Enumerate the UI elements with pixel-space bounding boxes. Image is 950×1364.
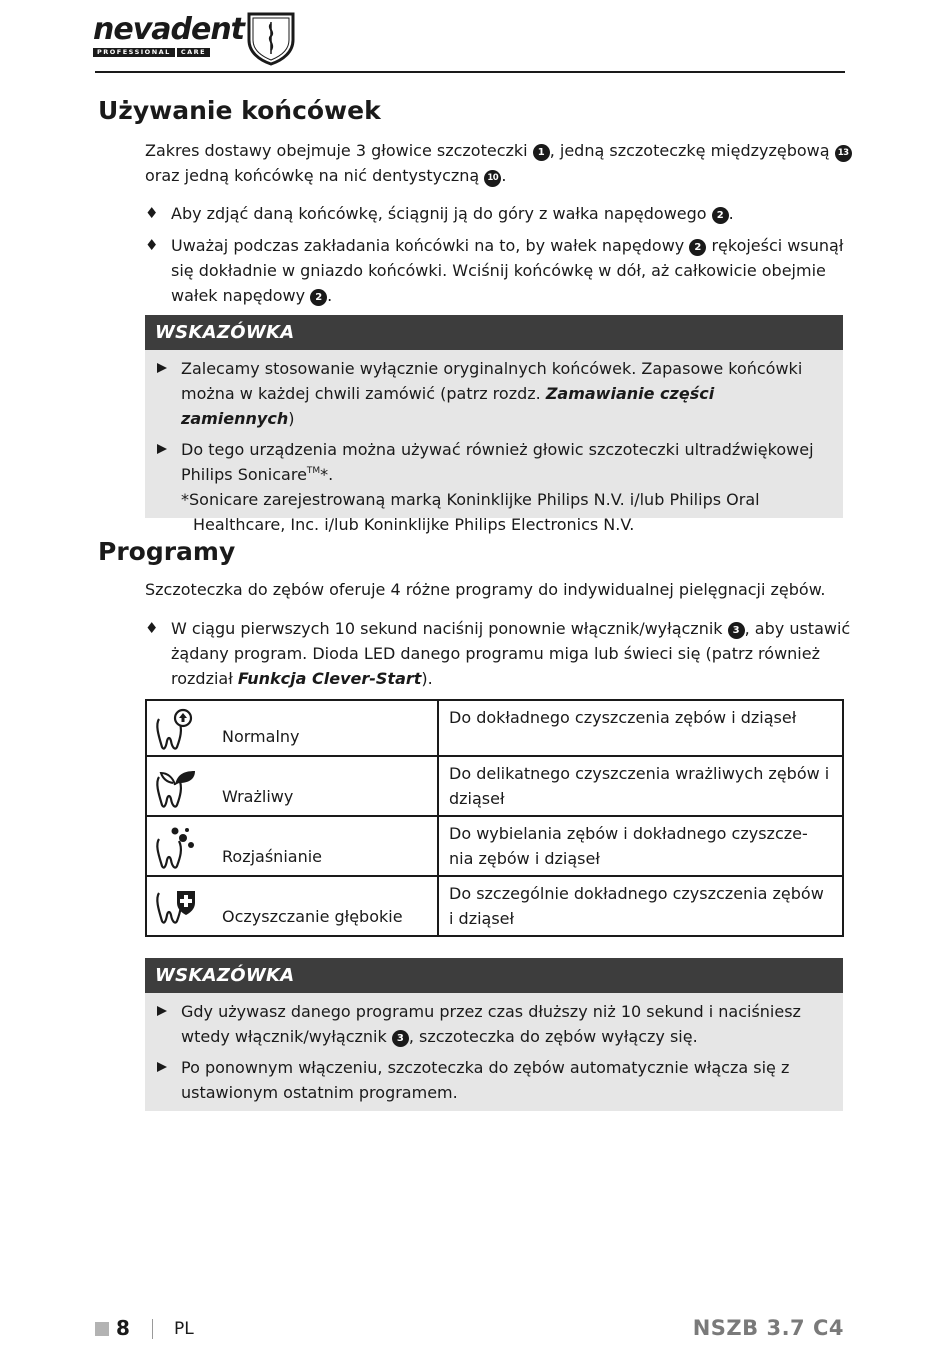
- note-body: [145, 350, 843, 549]
- program-name-cell: [146, 816, 438, 876]
- section-title-programs: Programy: [98, 537, 236, 566]
- bullet-text: , aby ustawić żądany program. Dioda LED danego programu miga lub świeci się (patrz również rozdział: [171, 619, 851, 688]
- language-code: PL: [174, 1319, 194, 1339]
- programs-table: [145, 699, 844, 937]
- ref-number-2: 2: [689, 239, 706, 256]
- bullet-remove-head: [145, 201, 861, 226]
- bullet-text: Aby zdjąć daną końcówkę, ściągnij ją do góry z wałka napędowego: [171, 204, 712, 223]
- tooth-shield-icon: [153, 883, 199, 929]
- intro-text: oraz jedną końcówkę na nić dentystyczną: [145, 166, 485, 185]
- tagline-care: CARE: [177, 48, 210, 57]
- bullet-attach-head: [145, 233, 861, 308]
- footnote-line: *Sonicare zarejestrowaną marką Koninklijke Philips N.V. i/lub Philips Oral: [181, 490, 760, 509]
- note-item-sonicare: [155, 437, 833, 537]
- note-text: Zalecamy stosowanie wyłącznie oryginalnych końcówek. Zapasowe końcówki można w każdej chwili zamówić (patrz rozdz.: [181, 359, 803, 403]
- page-number: 8: [116, 1316, 130, 1340]
- section2-intro: Szczoteczka do zębów oferuje 4 różne programy do indywidualnej pielęgnacji zębów.: [145, 580, 826, 599]
- bullet-select-program: [145, 616, 861, 691]
- triangle-bullet-icon: [157, 1062, 167, 1072]
- intro-text: .: [501, 166, 507, 185]
- footer-square-icon: [95, 1322, 109, 1336]
- intro-text: Zakres dostawy obejmuje 3 głowice szczoteczki: [145, 141, 533, 160]
- header-divider: [95, 71, 845, 73]
- bullet-text: rękojeści wsunął się dokładnie w gniazdo końcówki. Wciśnij końcówkę w dół, aż całkowicie obejmie wałek napędowy: [171, 236, 844, 305]
- table-row: [146, 876, 843, 936]
- note-text: Po ponownym włączeniu, szczoteczka do zębów automatycznie włącza się z ustawionym ostatnim programem.: [181, 1058, 790, 1102]
- ref-number-1: 1: [533, 144, 550, 161]
- program-name-cell: [146, 756, 438, 816]
- ref-number-10: 10: [484, 170, 501, 187]
- ref-number-13: 13: [835, 145, 852, 162]
- program-label: Wrażliwy: [222, 787, 294, 806]
- note-item-original-heads: [155, 356, 833, 431]
- model-number: NSZB 3.7 C4: [692, 1316, 844, 1340]
- bullet-text: W ciągu pierwszych 10 sekund naciśnij ponownie włącznik/wyłącznik: [171, 619, 728, 638]
- tooth-clean-icon: [153, 707, 199, 753]
- program-label: Rozjaśnianie: [222, 847, 322, 866]
- bullet-text: .: [728, 204, 734, 223]
- note-text: ): [288, 409, 295, 428]
- section-title-using-heads: Używanie końcówek: [98, 96, 381, 125]
- footer-divider: [152, 1319, 153, 1339]
- brand-tagline: [93, 48, 210, 57]
- diamond-bullet-icon: ♦: [145, 204, 159, 222]
- program-description: Do wybielania zębów i dokładnego czyszcze-nia zębów i dziąseł: [438, 816, 843, 876]
- diamond-bullet-icon: ♦: [145, 619, 159, 637]
- trademark-sup: TM: [306, 466, 321, 476]
- ref-number-3: 3: [728, 622, 745, 639]
- note-item-last-program: [155, 1055, 833, 1105]
- section1-intro: [145, 138, 860, 188]
- brand-logo: [93, 10, 303, 66]
- triangle-bullet-icon: [157, 363, 167, 373]
- note-box-heads: [145, 315, 843, 534]
- note-text: *.: [320, 465, 334, 484]
- program-description: Do szczególnie dokładnego czyszczenia zębów i dziąseł: [438, 876, 843, 936]
- crest-icon: [243, 10, 299, 66]
- ref-number-3: 3: [392, 1030, 409, 1047]
- footnote-line: Healthcare, Inc. i/lub Koninklijke Philips Electronics N.V.: [193, 515, 635, 534]
- diamond-bullet-icon: ♦: [145, 236, 159, 254]
- bullet-text: ).: [421, 669, 433, 688]
- bullet-text: .: [327, 286, 333, 305]
- table-row: [146, 816, 843, 876]
- tooth-leaf-icon: [153, 765, 199, 811]
- note-text: Do tego urządzenia można używać również głowic szczoteczki ultradźwiękowej Philips Sonicare: [181, 440, 814, 484]
- program-name-cell: [146, 876, 438, 936]
- ref-number-2: 2: [712, 207, 729, 224]
- note-text: , szczoteczka do zębów wyłączy się.: [408, 1027, 698, 1046]
- program-label: Oczyszczanie głębokie: [222, 907, 403, 926]
- note-heading: WSKAZÓWKA: [145, 315, 843, 350]
- program-name-cell: [146, 700, 438, 756]
- tooth-sparkle-icon: [153, 825, 199, 871]
- chapter-reference: Zamawianie części zamiennych: [181, 384, 715, 428]
- triangle-bullet-icon: [157, 444, 167, 454]
- table-row: [146, 756, 843, 816]
- note-item-auto-off: [155, 999, 833, 1049]
- brand-wordmark: nevadent: [93, 12, 245, 47]
- note-body: [145, 993, 843, 1117]
- note-heading: WSKAZÓWKA: [145, 958, 843, 993]
- chapter-reference: Funkcja Clever-Start: [237, 669, 422, 688]
- bullet-text: Uważaj podczas zakładania końcówki na to, by wałek napędowy: [171, 236, 690, 255]
- intro-text: , jedną szczoteczkę międzyzębową: [549, 141, 835, 160]
- program-description: Do delikatnego czyszczenia wrażliwych zębów i dziąseł: [438, 756, 843, 816]
- program-label: Normalny: [222, 727, 300, 746]
- tagline-professional: PROFESSIONAL: [93, 48, 175, 57]
- program-description: Do dokładnego czyszczenia zębów i dziąseł: [438, 700, 843, 756]
- note-box-programs: [145, 958, 843, 1111]
- triangle-bullet-icon: [157, 1006, 167, 1016]
- note-text: Gdy używasz danego programu przez czas dłuższy niż 10 sekund i naciśniesz wtedy włącznik/wyłącznik: [181, 1002, 801, 1046]
- ref-number-2: 2: [310, 289, 327, 306]
- table-row: [146, 700, 843, 756]
